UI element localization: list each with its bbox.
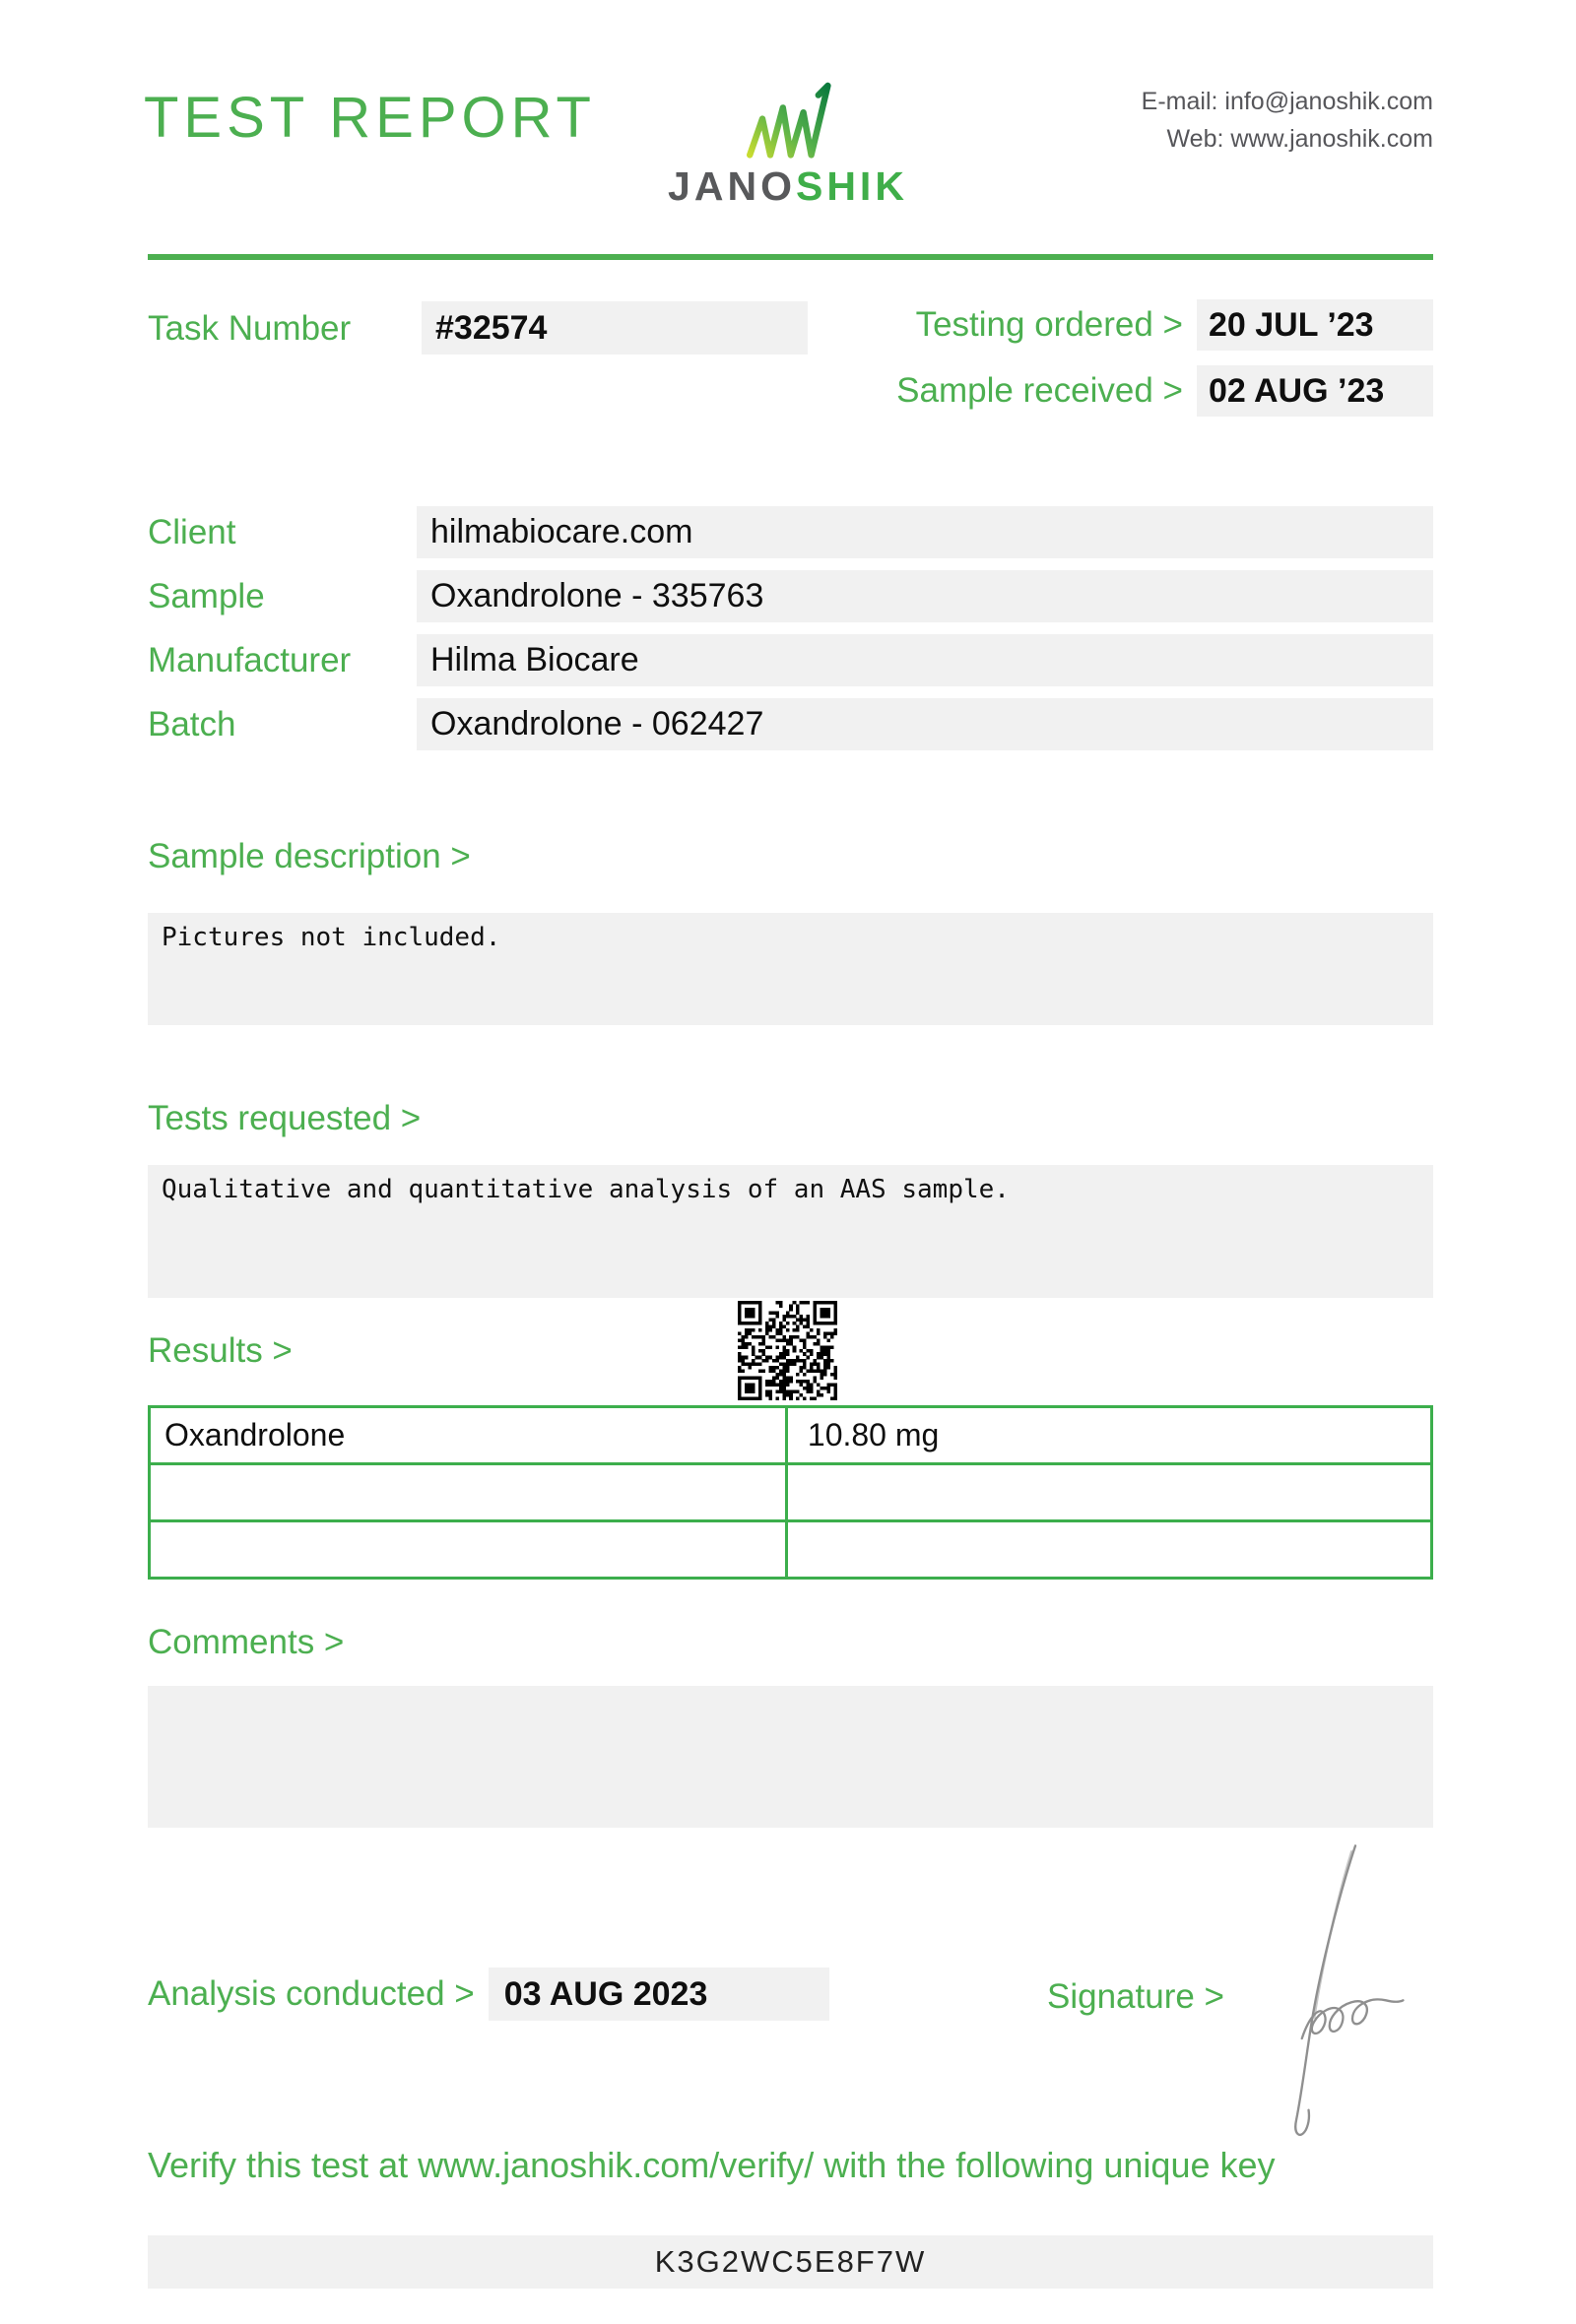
results-table [148, 1405, 1433, 1580]
signature-label: Signature > [1047, 1977, 1224, 2016]
sample-received-label: Sample received > [896, 371, 1183, 410]
manufacturer-value: Hilma Biocare [417, 634, 1433, 686]
sample-received-value: 02 AUG ’23 [1197, 365, 1433, 417]
comments-text [148, 1686, 1433, 1706]
sample-info-fields [148, 506, 1433, 762]
analysis-date-value: 03 AUG 2023 [489, 1968, 829, 2021]
manufacturer-label: Manufacturer [148, 641, 352, 679]
page-title: TEST REPORT [144, 86, 596, 150]
verify-instruction: Verify this test at www.janoshik.com/verify/ with the following unique key [148, 2145, 1276, 2185]
signature-image [1264, 1840, 1416, 2150]
analysis-conducted-label: Analysis conducted > [148, 1974, 475, 2013]
contact-email: E-mail: info@janoshik.com [1141, 88, 1433, 115]
results-substance-cell: Oxandrolone [151, 1408, 788, 1462]
comments-box [148, 1686, 1433, 1828]
results-substance-cell [151, 1522, 788, 1577]
results-amount-cell [788, 1465, 1430, 1519]
sample-received-row [837, 365, 1433, 417]
janoshik-chart-logo-icon [739, 73, 833, 161]
header-divider [148, 254, 1433, 260]
sample-value: Oxandrolone - 335763 [417, 570, 1433, 622]
sample-description-box [148, 913, 1433, 1025]
tests-requested-heading: Tests requested > [148, 1099, 422, 1137]
tests-requested-text: Qualitative and quantitative analysis of an AAS sample. [162, 1175, 1010, 1204]
results-row-1 [151, 1408, 1430, 1465]
results-row-2 [151, 1465, 1430, 1522]
contact-web: Web: www.janoshik.com [1166, 125, 1433, 153]
results-row-3 [151, 1522, 1430, 1577]
results-amount-cell: 10.80 mg [807, 1417, 940, 1452]
sample-description-heading: Sample description > [148, 837, 471, 875]
batch-value: Oxandrolone - 062427 [417, 698, 1433, 750]
contact-info [1142, 83, 1433, 158]
unique-key-value: K3G2WC5E8F7W [148, 2235, 1433, 2289]
sample-row [148, 570, 1433, 622]
task-number-label: Task Number [148, 309, 352, 348]
client-value: hilmabiocare.com [417, 506, 1433, 558]
manufacturer-row [148, 634, 1433, 686]
analysis-conducted-row [148, 1968, 829, 2021]
sample-label: Sample [148, 577, 265, 615]
wordmark-jano: JANO [668, 163, 796, 209]
qr-code [738, 1301, 837, 1400]
results-amount-cell [788, 1522, 1430, 1577]
client-row [148, 506, 1433, 558]
janoshik-wordmark [630, 163, 946, 210]
testing-ordered-value: 20 JUL ’23 [1197, 299, 1433, 351]
client-label: Client [148, 513, 236, 551]
results-substance-cell [151, 1465, 788, 1519]
testing-ordered-label: Testing ordered > [915, 305, 1183, 344]
batch-row [148, 698, 1433, 750]
batch-label: Batch [148, 705, 236, 743]
comments-heading: Comments > [148, 1623, 345, 1661]
results-heading: Results > [148, 1331, 293, 1370]
tests-requested-box [148, 1165, 1433, 1298]
sample-description-text: Pictures not included. [162, 923, 501, 952]
wordmark-shik: SHIK [795, 163, 908, 209]
task-number-value: #32574 [422, 301, 808, 355]
testing-ordered-row [837, 299, 1433, 351]
